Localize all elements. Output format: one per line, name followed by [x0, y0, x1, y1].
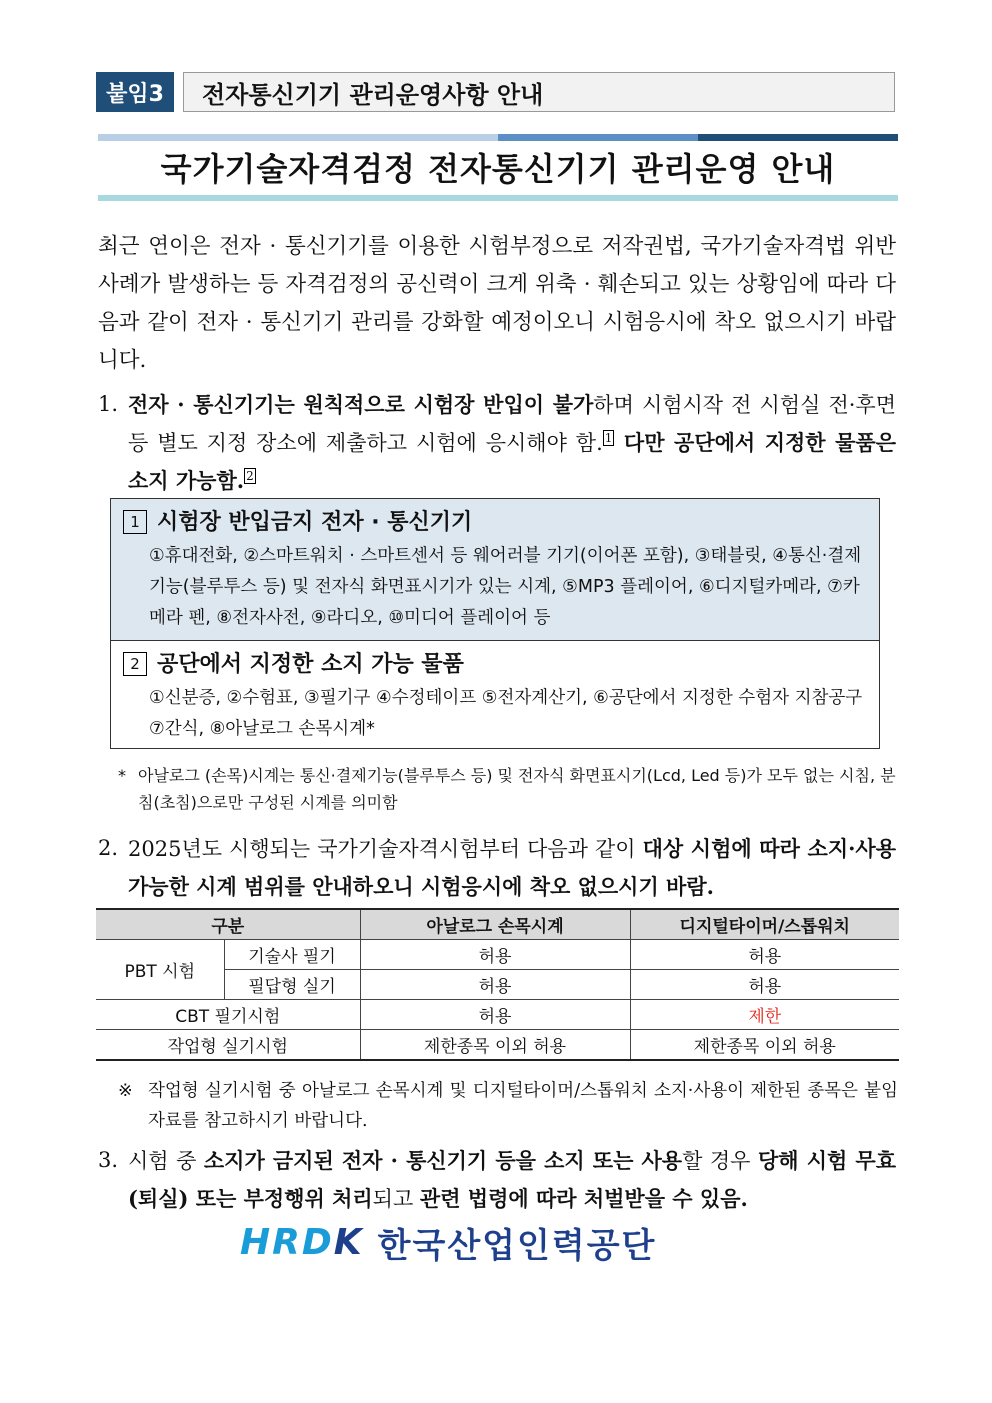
box-2-title: 공단에서 지정한 소지 가능 물품 [157, 652, 464, 677]
item-1-number: 1. [98, 392, 119, 416]
item-3-number: 3. [98, 1148, 119, 1172]
cell-digital-restricted: 제한 [630, 1000, 899, 1030]
cell-digital: 제한종목 이외 허용 [630, 1030, 899, 1061]
item-1-bold-2: 다만 공단에서 지정한 물품은 소지 가능함. [128, 430, 896, 493]
item-3 [98, 1142, 896, 1218]
footnote-ref-2: 2 [246, 469, 254, 483]
box-1-number: 1 [123, 510, 147, 534]
item-3-bold-3: 관련 법령에 따라 처벌받을 수 있음. [419, 1186, 748, 1211]
item-3-text-1: 시험 중 [128, 1149, 204, 1173]
header-digital: 디지털타이머/스톱워치 [630, 909, 899, 940]
row-label: CBT 필기시험 [96, 1000, 360, 1030]
prohibited-devices-box [110, 498, 880, 641]
box-2-number: 2 [123, 652, 147, 676]
item-3-bold-1: 소지가 금지된 전자 · 통신기기 등을 소지 또는 사용 [203, 1148, 683, 1173]
logo-hrd: HRD [240, 1221, 334, 1263]
title-top-bar [98, 134, 898, 141]
intro-paragraph: 최근 연이은 전자 · 통신기기를 이용한 시험부정으로 저작권법, 국가기술자격법 위반 사례가 발생하는 등 자격검정의 공신력이 크게 위축 · 훼손되고 있는 상황임에 따라 다음과 같이 전자 · 통신기기 관리를 강화할 예정이오니 시험응시에 착오 없으시기 바랍니다. [98, 234, 896, 373]
remark-mark: ※ [118, 1081, 133, 1101]
remark-text: 작업형 실기시험 중 아날로그 손목시계 및 디지털타이머/스톱워치 소지·사용이 제한된 종목은 붙임 자료를 참고하시기 바랍니다. [148, 1081, 898, 1131]
footnote-ref-1: 1 [604, 431, 613, 445]
item-2-text-1: 2025년도 시행되는 국가기술자격시험부터 다음과 같이 [128, 837, 643, 861]
allowed-items-box [110, 641, 880, 749]
item-3-bold-2: 당해 시험 무효(퇴실) 또는 부정행위 처리 [128, 1148, 896, 1211]
box-1-title: 시험장 반입금지 전자 · 통신기기 [157, 510, 473, 535]
watch-policy-table [96, 908, 899, 1061]
item-2-number: 2. [98, 836, 119, 860]
table-header-row [96, 909, 899, 940]
item-3-text-2: 할 경우 [682, 1149, 758, 1173]
cell-digital: 허용 [630, 970, 899, 1000]
box-1-body: ①휴대전화, ②스마트워치 · 스마트센서 등 웨어러블 기기(이어폰 포함), ③태블릿, ④통신·결제기능(블루투스 등) 및 전자식 화면표시기가 있는 시계, ⑤MP3 플레이어, ⑥디지털카메라, ⑦카메라 펜, ⑧전자사전, ⑨라디오, ⑩미디어 플레이어 등 [149, 546, 862, 628]
item-1 [98, 386, 896, 500]
row-sub-label: 필답형 실기 [224, 970, 360, 1000]
cell-analog: 허용 [360, 970, 630, 1000]
table-row [96, 1030, 899, 1061]
title-bottom-bar [98, 195, 898, 201]
note-text: 아날로그 (손목)시계는 통신·결제기능(블루투스 등) 및 전자식 화면표시기(Lcd, Led 등)가 모두 없는 시침, 분침(초침)으로만 구성된 시계를 의미함 [138, 766, 896, 812]
org-name: 한국산업인력공단 [377, 1225, 657, 1266]
page-title: 국가기술자격검정 전자통신기기 관리운영 안내 [160, 150, 836, 188]
hrdk-wordmark [240, 1222, 364, 1263]
item-1-text-1: 하며 시험시작 전 시험실 전·후면 등 별도 지정 장소에 제출하고 시험에 응시해야 함. [128, 393, 896, 455]
row-sub-label: 기술사 필기 [224, 940, 360, 970]
attachment-tag: 붙임3 [96, 72, 174, 112]
table-row [96, 940, 899, 970]
item-2-bold-1: 대상 시험에 따라 소지·사용 가능한 시계 범위를 안내하오니 시험응시에 착오 없으시기 바람. [128, 836, 896, 899]
item-2 [98, 830, 896, 906]
table-row [96, 1000, 899, 1030]
header-category: 구분 [96, 909, 360, 940]
pbt-label: PBT 시험 [96, 940, 224, 1000]
row-label: 작업형 실기시험 [96, 1030, 360, 1061]
analog-watch-note [118, 762, 898, 816]
attachment-title: 전자통신기기 관리운영사항 안내 [183, 72, 895, 112]
header-analog: 아날로그 손목시계 [360, 909, 630, 940]
note-star: * [118, 766, 126, 785]
hrdk-logo [240, 1221, 657, 1266]
item-1-bold-1: 전자 · 통신기기는 원칙적으로 시험장 반입이 불가 [128, 392, 594, 417]
cell-analog: 제한종목 이외 허용 [360, 1030, 630, 1061]
box-2-body: ①신분증, ②수험표, ③필기구 ④수정테이프 ⑤전자계산기, ⑥공단에서 지정한 수험자 지참공구 ⑦간식, ⑧아날로그 손목시계* [149, 688, 863, 739]
logo-k: K [333, 1221, 364, 1263]
cell-analog: 허용 [360, 940, 630, 970]
table-remark [118, 1076, 898, 1136]
item-3-text-3: 되고 [372, 1187, 420, 1211]
cell-analog: 허용 [360, 1000, 630, 1030]
cell-digital: 허용 [630, 940, 899, 970]
